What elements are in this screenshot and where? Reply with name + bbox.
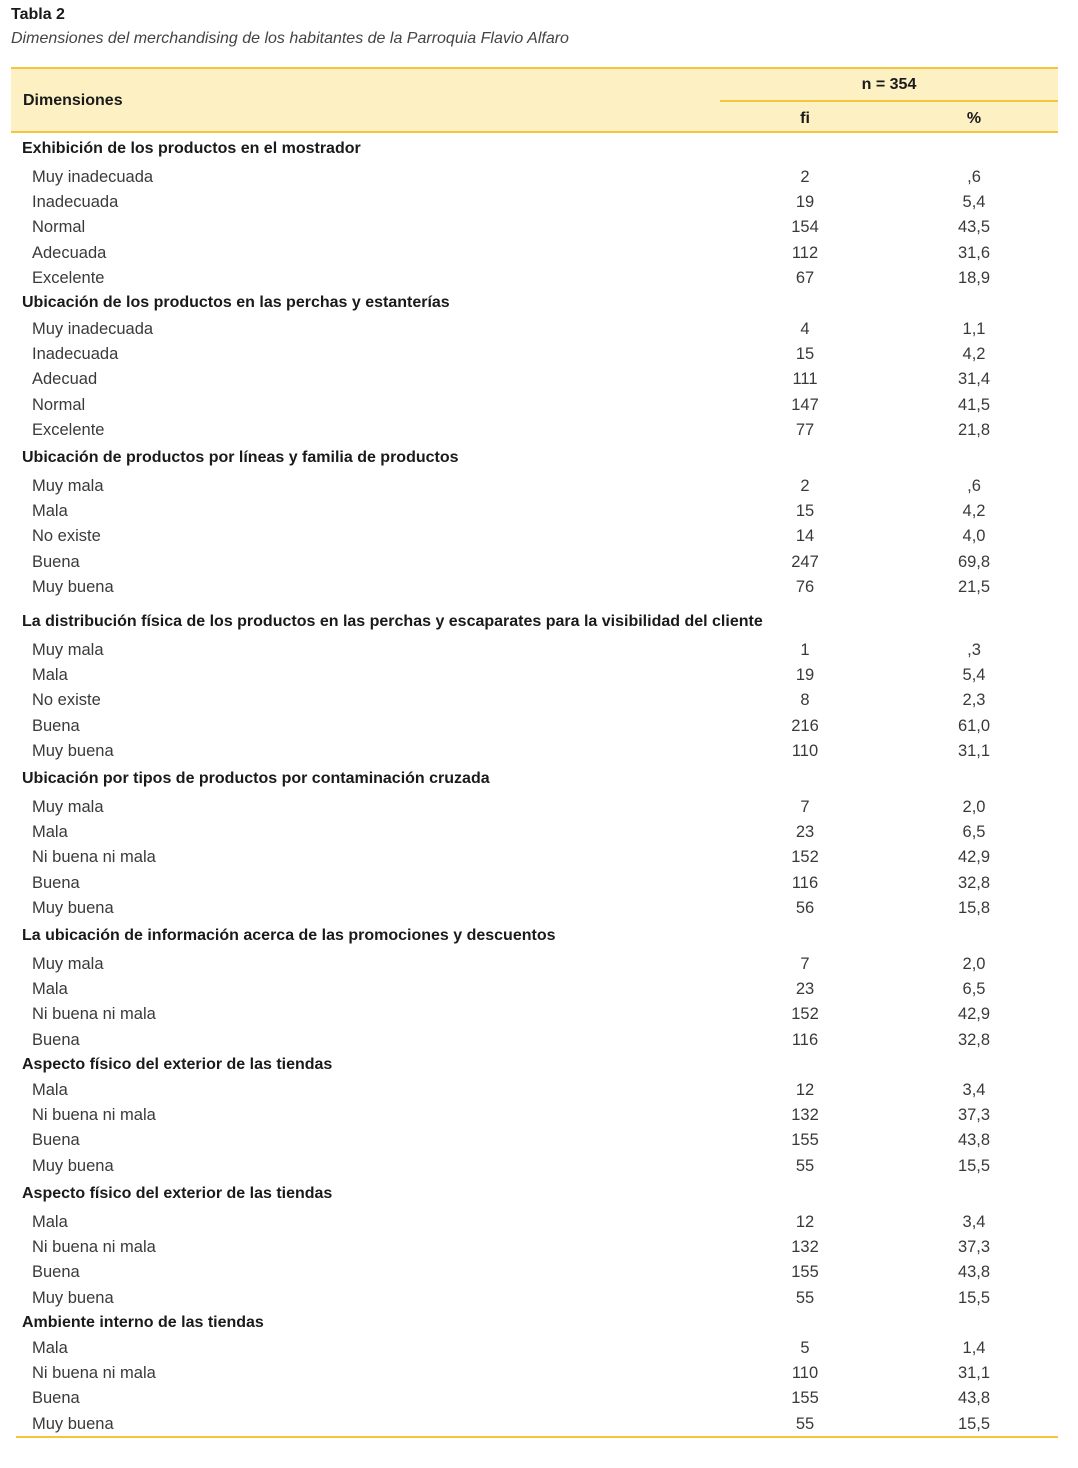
row-percent: 37,3 <box>957 1238 991 1257</box>
table-row <box>0 691 1078 715</box>
table-row <box>0 1131 1078 1155</box>
table-row <box>0 666 1078 690</box>
row-fi: 55 <box>795 1156 815 1175</box>
row-label: Normal <box>32 218 86 237</box>
row-fi: 55 <box>795 1288 815 1307</box>
table-title: Tabla 2 <box>11 6 65 23</box>
section-heading: Aspecto físico del exterior de las tiendas <box>22 1185 333 1202</box>
row-percent: 15,5 <box>957 1156 991 1175</box>
row-label: Muy mala <box>32 641 104 659</box>
row-percent: 31,1 <box>957 1364 991 1383</box>
row-label: Buena <box>32 552 80 571</box>
row-label: Muy buena <box>32 577 114 596</box>
row-percent: 42,9 <box>957 848 991 867</box>
section-heading: Ambiente interno de las tiendas <box>22 1314 264 1331</box>
table-row <box>0 1415 1078 1439</box>
row-fi: 12 <box>795 1081 815 1099</box>
header-fi: fi <box>800 110 810 127</box>
row-fi: 23 <box>795 823 815 842</box>
row-fi: 15 <box>795 502 815 521</box>
row-fi: 132 <box>791 1106 819 1125</box>
table-row <box>0 193 1078 217</box>
row-percent: 4,2 <box>962 345 986 364</box>
row-percent: 1,4 <box>962 1339 986 1357</box>
row-label: Excelente <box>32 420 105 439</box>
table-row <box>0 396 1078 420</box>
row-fi: 15 <box>795 345 815 364</box>
table-row <box>0 320 1078 344</box>
table-row <box>0 1389 1078 1413</box>
row-label: Buena <box>32 716 80 735</box>
row-fi: 110 <box>791 1364 819 1383</box>
row-percent: 5,4 <box>962 666 986 685</box>
table-row <box>0 823 1078 847</box>
table-row <box>0 553 1078 577</box>
row-fi: 112 <box>791 243 819 262</box>
row-label: Mala <box>32 980 68 999</box>
table-row <box>0 1106 1078 1130</box>
row-percent: 43,5 <box>957 218 991 237</box>
row-fi: 2 <box>800 477 810 495</box>
row-label: Ni buena ni mala <box>32 1005 156 1024</box>
row-fi: 2 <box>800 168 810 186</box>
row-fi: 111 <box>792 370 818 389</box>
row-fi: 77 <box>795 420 815 439</box>
table-row <box>0 874 1078 898</box>
row-label: Buena <box>32 1389 80 1408</box>
row-percent: 2,0 <box>962 955 986 973</box>
row-fi: 14 <box>795 527 815 546</box>
row-label: No existe <box>32 527 101 546</box>
row-fi: 55 <box>795 1414 815 1433</box>
row-label: Inadecuada <box>32 345 119 364</box>
row-label: Mala <box>32 502 68 521</box>
table-row <box>0 717 1078 741</box>
row-label: Excelente <box>32 268 105 287</box>
row-label: Muy inadecuada <box>32 320 154 338</box>
row-fi: 23 <box>795 980 815 999</box>
row-percent: 43,8 <box>957 1131 991 1150</box>
row-fi: 110 <box>791 741 819 760</box>
row-label: Muy buena <box>32 741 114 760</box>
row-percent: 15,5 <box>957 1288 991 1307</box>
row-percent: 31,6 <box>957 243 991 262</box>
row-percent: ,6 <box>967 168 981 186</box>
row-percent: 6,5 <box>962 980 986 999</box>
table-row <box>0 477 1078 501</box>
row-percent: ,3 <box>967 641 981 659</box>
table-row <box>0 578 1078 602</box>
section-heading: La distribución física de los productos en las perchas y escaparates para la visibilidad del cliente <box>22 613 763 630</box>
row-label: Muy buena <box>32 1288 114 1307</box>
table-row <box>0 1213 1078 1237</box>
row-fi: 216 <box>791 716 819 735</box>
row-label: Buena <box>32 1030 80 1049</box>
row-label: Mala <box>32 1081 68 1099</box>
row-percent: 2,3 <box>962 691 986 710</box>
row-label: Muy inadecuada <box>32 168 154 186</box>
row-label: Buena <box>32 873 80 892</box>
row-label: Normal <box>32 395 86 414</box>
row-label: Ni buena ni mala <box>32 1106 156 1125</box>
row-fi: 116 <box>791 1030 819 1049</box>
row-fi: 4 <box>800 320 810 338</box>
row-label: Ni buena ni mala <box>32 1238 156 1257</box>
row-percent: 41,5 <box>957 395 991 414</box>
row-fi: 67 <box>795 268 815 287</box>
row-percent: 21,5 <box>957 577 991 596</box>
row-percent: 1,1 <box>962 320 986 338</box>
row-percent: 15,5 <box>957 1414 991 1433</box>
row-fi: 116 <box>791 873 819 892</box>
table-row <box>0 168 1078 192</box>
table-row <box>0 1238 1078 1262</box>
section-heading: Aspecto físico del exterior de las tiendas <box>22 1056 333 1073</box>
header-dimensiones: Dimensiones <box>23 92 123 109</box>
row-percent: 31,4 <box>957 370 991 389</box>
section-heading: Ubicación por tipos de productos por contaminación cruzada <box>22 770 490 787</box>
row-fi: 19 <box>795 666 815 685</box>
row-fi: 1 <box>800 641 810 659</box>
row-fi: 155 <box>791 1131 819 1150</box>
row-fi: 147 <box>791 395 819 414</box>
header-sample-size: n = 354 <box>861 76 917 93</box>
row-fi: 154 <box>791 218 819 237</box>
table-row <box>0 1263 1078 1287</box>
row-label: Adecuad <box>32 370 98 389</box>
section-heading: Ubicación de los productos en las perchas y estanterías <box>22 294 450 311</box>
table-row <box>0 955 1078 979</box>
table-row <box>0 1005 1078 1029</box>
row-fi: 56 <box>795 898 815 917</box>
table-row <box>0 421 1078 445</box>
row-fi: 155 <box>791 1263 819 1282</box>
row-fi: 5 <box>800 1339 810 1357</box>
row-percent: ,6 <box>967 477 981 495</box>
table-row <box>0 370 1078 394</box>
row-percent: 43,8 <box>957 1389 991 1408</box>
row-label: Muy mala <box>32 477 104 495</box>
table-row <box>0 641 1078 665</box>
row-percent: 4,2 <box>962 502 986 521</box>
table-row <box>0 848 1078 872</box>
row-label: Muy buena <box>32 1156 114 1175</box>
row-label: Muy buena <box>32 1414 114 1433</box>
table-row <box>0 345 1078 369</box>
table-row <box>0 899 1078 923</box>
row-percent: 37,3 <box>957 1106 991 1125</box>
row-label: Buena <box>32 1263 80 1282</box>
row-fi: 7 <box>800 955 810 973</box>
row-percent: 32,8 <box>957 1030 991 1049</box>
row-percent: 43,8 <box>957 1263 991 1282</box>
row-fi: 247 <box>791 552 819 571</box>
row-percent: 32,8 <box>957 873 991 892</box>
row-label: Muy buena <box>32 898 114 917</box>
row-label: Mala <box>32 1339 68 1357</box>
row-percent: 18,9 <box>957 268 991 287</box>
row-percent: 3,4 <box>962 1081 986 1099</box>
table-row <box>0 1031 1078 1055</box>
row-percent: 15,8 <box>957 898 991 917</box>
row-fi: 12 <box>795 1213 815 1231</box>
row-label: Muy mala <box>32 955 104 973</box>
table-row <box>0 527 1078 551</box>
row-label: Adecuada <box>32 243 107 262</box>
row-percent: 4,0 <box>962 527 986 546</box>
row-fi: 152 <box>791 1005 819 1024</box>
table-row <box>0 269 1078 293</box>
row-label: Ni buena ni mala <box>32 848 156 867</box>
row-fi: 7 <box>800 798 810 816</box>
row-label: Mala <box>32 823 68 842</box>
row-percent: 69,8 <box>957 552 991 571</box>
row-percent: 6,5 <box>962 823 986 842</box>
row-percent: 2,0 <box>962 798 986 816</box>
row-fi: 155 <box>791 1389 819 1408</box>
section-heading: Exhibición de los productos en el mostrador <box>22 140 361 157</box>
table-row <box>0 1081 1078 1105</box>
header-percent: % <box>966 110 982 127</box>
row-percent: 5,4 <box>962 193 986 212</box>
row-fi: 132 <box>791 1238 819 1257</box>
row-fi: 152 <box>791 848 819 867</box>
row-percent: 42,9 <box>957 1005 991 1024</box>
table-row <box>0 1157 1078 1181</box>
row-percent: 21,8 <box>957 420 991 439</box>
row-fi: 19 <box>795 193 815 212</box>
table-row <box>0 502 1078 526</box>
table-row <box>0 798 1078 822</box>
section-heading: Ubicación de productos por líneas y familia de productos <box>22 449 459 466</box>
row-label: Muy mala <box>32 798 104 816</box>
table-row <box>0 244 1078 268</box>
row-percent: 31,1 <box>957 741 991 760</box>
table-subtitle: Dimensiones del merchandising de los habitantes de la Parroquia Flavio Alfaro <box>11 30 569 47</box>
row-label: No existe <box>32 691 101 710</box>
row-percent: 61,0 <box>957 716 991 735</box>
table-row <box>0 1289 1078 1313</box>
table-row <box>0 1339 1078 1363</box>
row-label: Buena <box>32 1131 80 1150</box>
row-label: Inadecuada <box>32 193 119 212</box>
row-label: Mala <box>32 666 68 685</box>
row-label: Mala <box>32 1213 68 1231</box>
row-fi: 8 <box>800 691 810 710</box>
section-heading: La ubicación de información acerca de las promociones y descuentos <box>22 927 556 944</box>
table-row <box>0 742 1078 766</box>
row-label: Ni buena ni mala <box>32 1364 156 1383</box>
row-percent: 3,4 <box>962 1213 986 1231</box>
table-bottom-rule <box>16 1436 1058 1438</box>
row-fi: 76 <box>795 577 815 596</box>
table-row <box>0 1364 1078 1388</box>
table-row <box>0 980 1078 1004</box>
table-row <box>0 218 1078 242</box>
